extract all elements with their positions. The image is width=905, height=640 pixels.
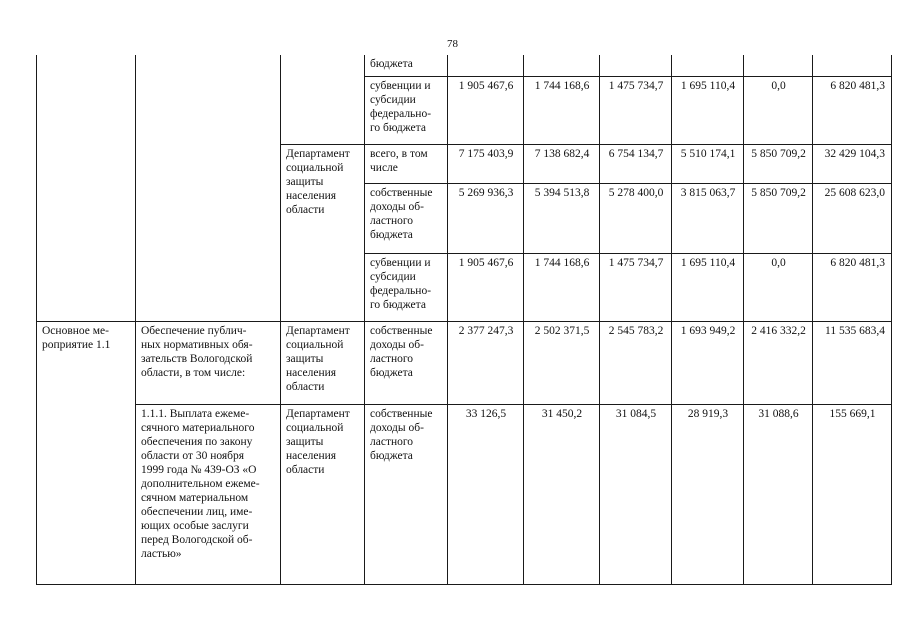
source-cell: собственные доходы об- ластного бюджета — [365, 183, 448, 253]
value-cell-2014: 1 905 467,6 — [448, 76, 524, 144]
value-cell-2017: 1 693 949,2 — [672, 321, 744, 404]
budget-table — [36, 55, 892, 585]
source-cell: бюджета — [365, 55, 448, 76]
executor-cell — [281, 55, 365, 144]
source-cell: всего, в том числе — [365, 144, 448, 183]
table-row — [37, 404, 892, 584]
source-cell: субвенции и субсидии федерально- го бюджета — [365, 76, 448, 144]
value-cell-2015: 7 138 682,4 — [524, 144, 600, 183]
value-cell-total: 6 820 481,3 — [813, 76, 892, 144]
value-cell-2014: 1 905 467,6 — [448, 253, 524, 321]
status-cell — [37, 55, 136, 321]
value-cell-total: 32 429 104,3 — [813, 144, 892, 183]
value-cell-2015: 2 502 371,5 — [524, 321, 600, 404]
source-cell: субвенции и субсидии федерально- го бюджета — [365, 253, 448, 321]
value-cell-2017: 5 510 174,1 — [672, 144, 744, 183]
value-cell-2015: 1 744 168,6 — [524, 253, 600, 321]
source-cell: собственные доходы об- ластного бюджета — [365, 404, 448, 584]
value-cell-2016: 1 475 734,7 — [600, 76, 672, 144]
value-cell-2018: 2 416 332,2 — [744, 321, 813, 404]
value-cell-2016: 31 084,5 — [600, 404, 672, 584]
executor-cell: Департамент социальной защиты населения области — [281, 321, 365, 404]
value-cell-2017: 1 695 110,4 — [672, 253, 744, 321]
program-name-cell: Обеспечение публич- ных нормативных обя- зательств Вологодской области, в том числе: — [136, 321, 281, 404]
value-cell-2016: 5 278 400,0 — [600, 183, 672, 253]
value-cell-2018: 0,0 — [744, 253, 813, 321]
value-cell-2017 — [672, 55, 744, 76]
value-cell-total — [813, 55, 892, 76]
value-cell-2014: 2 377 247,3 — [448, 321, 524, 404]
value-cell-2016 — [600, 55, 672, 76]
source-cell: собственные доходы об- ластного бюджета — [365, 321, 448, 404]
value-cell-2015: 5 394 513,8 — [524, 183, 600, 253]
value-cell-2018 — [744, 55, 813, 76]
value-cell-2018: 5 850 709,2 — [744, 183, 813, 253]
value-cell-total: 25 608 623,0 — [813, 183, 892, 253]
value-cell-2018: 31 088,6 — [744, 404, 813, 584]
table-row — [37, 55, 892, 76]
value-cell-2017: 1 695 110,4 — [672, 76, 744, 144]
value-cell-2017: 3 815 063,7 — [672, 183, 744, 253]
value-cell-total: 6 820 481,3 — [813, 253, 892, 321]
status-cell: Основное ме- роприятие 1.1 — [37, 321, 136, 584]
value-cell-total: 11 535 683,4 — [813, 321, 892, 404]
value-cell-2016: 1 475 734,7 — [600, 253, 672, 321]
value-cell-2014: 5 269 936,3 — [448, 183, 524, 253]
value-cell-2018: 0,0 — [744, 76, 813, 144]
value-cell-2015: 31 450,2 — [524, 404, 600, 584]
program-name-cell — [136, 55, 281, 321]
value-cell-2014: 7 175 403,9 — [448, 144, 524, 183]
value-cell-2015: 1 744 168,6 — [524, 76, 600, 144]
value-cell-2018: 5 850 709,2 — [744, 144, 813, 183]
executor-cell: Департамент социальной защиты населения области — [281, 404, 365, 584]
value-cell-2014 — [448, 55, 524, 76]
program-name-cell: 1.1.1. Выплата ежеме- сячного материального обеспечения по закону области от 30 ноября 1999 года № 439-ОЗ «О дополнительном ежеме- сячном материальном обеспечении лиц, име- ющих особые заслуги перед Вологодской об- ластью» — [136, 404, 281, 584]
table-row — [37, 321, 892, 404]
page-number: 78 — [447, 38, 458, 50]
value-cell-2016: 2 545 783,2 — [600, 321, 672, 404]
value-cell-2015 — [524, 55, 600, 76]
executor-cell: Департамент социальной защиты населения области — [281, 144, 365, 321]
value-cell-2016: 6 754 134,7 — [600, 144, 672, 183]
value-cell-2014: 33 126,5 — [448, 404, 524, 584]
value-cell-total: 155 669,1 — [813, 404, 892, 584]
value-cell-2017: 28 919,3 — [672, 404, 744, 584]
